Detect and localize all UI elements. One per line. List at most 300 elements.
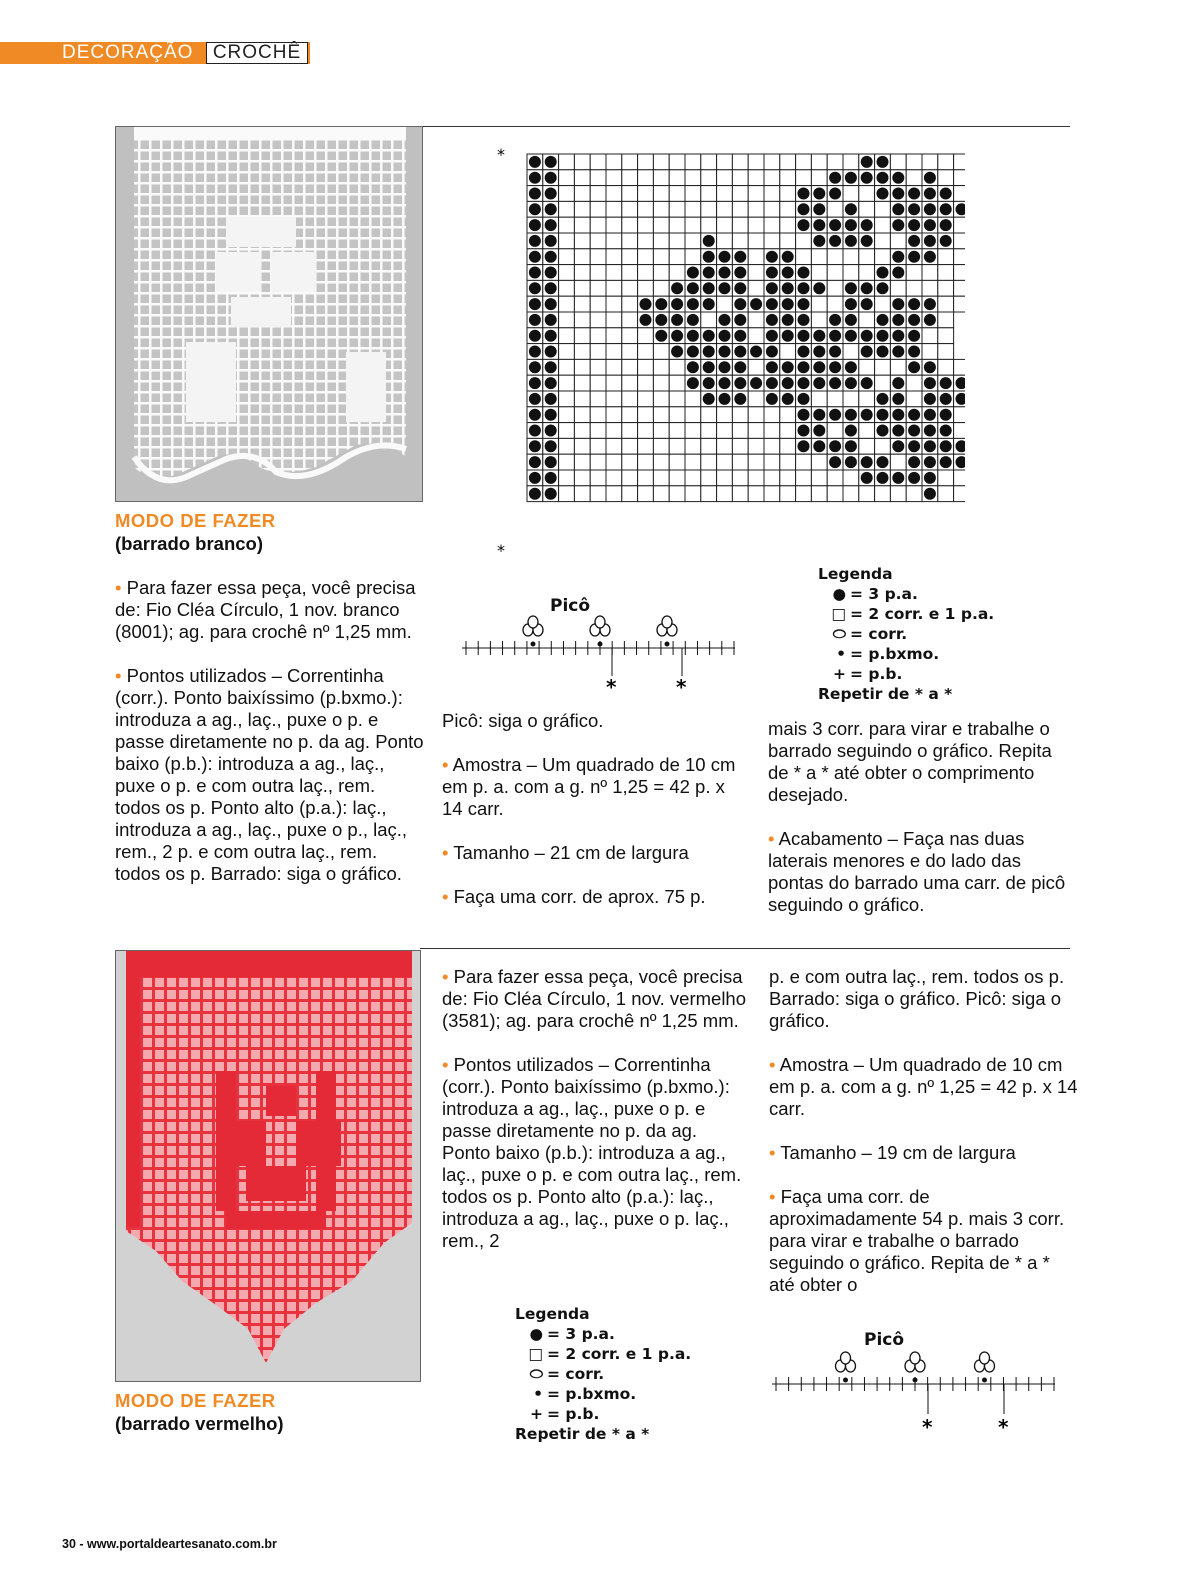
- chart-cell: [922, 154, 938, 170]
- chart-cell: [574, 280, 590, 296]
- chart-cell: [622, 280, 638, 296]
- chart-dot: [687, 377, 699, 389]
- chart-dot: [782, 282, 794, 294]
- chart-dot: [797, 424, 809, 436]
- chart-cell: [685, 217, 701, 233]
- chart-cell: [843, 249, 859, 265]
- chart-dot: [655, 330, 667, 342]
- chart-dot: [845, 361, 857, 373]
- chart-cell: [764, 454, 780, 470]
- picot-icon: [590, 616, 610, 647]
- chart-cell: [638, 154, 654, 170]
- chart-cell: [559, 186, 575, 202]
- chart-dot: [718, 251, 730, 263]
- chart-cell: [796, 249, 812, 265]
- chart-cell: [653, 486, 669, 502]
- chart-cell: [748, 391, 764, 407]
- pico-star-1: *: [922, 1415, 933, 1434]
- chart-dot: [813, 440, 825, 452]
- pico-star-2: *: [998, 1415, 1009, 1434]
- chart-dot: [829, 187, 841, 199]
- chart-dot: [908, 219, 920, 231]
- chart-cell: [922, 265, 938, 281]
- chart-dot: [545, 488, 557, 500]
- chart-cell: [764, 486, 780, 502]
- chart-dot: [924, 219, 936, 231]
- chart-dot: [734, 251, 746, 263]
- chart-cell: [732, 170, 748, 186]
- chart-dot: [782, 330, 794, 342]
- chart-dot: [940, 393, 952, 405]
- chart-dot: [908, 424, 920, 436]
- white-subheading: (barrado branco): [115, 533, 264, 554]
- chart-dot: [924, 424, 936, 436]
- chart-cell: [559, 359, 575, 375]
- chart-cell: [653, 186, 669, 202]
- top-rule: [420, 126, 1070, 127]
- chart-cell: [559, 233, 575, 249]
- chart-cell: [954, 470, 965, 486]
- chart-cell: [843, 154, 859, 170]
- chart-dot: [766, 251, 778, 263]
- chart-cell: [638, 328, 654, 344]
- chart-cell: [764, 438, 780, 454]
- chart-cell: [701, 186, 717, 202]
- chart-cell: [701, 154, 717, 170]
- chart-cell: [606, 375, 622, 391]
- chart-dot: [687, 298, 699, 310]
- chart-dot: [703, 298, 715, 310]
- chart-cell: [717, 233, 733, 249]
- chart-cell: [653, 249, 669, 265]
- chart-cell: [653, 170, 669, 186]
- chart-dot: [892, 172, 904, 184]
- chart-dot: [892, 440, 904, 452]
- chart-cell: [669, 249, 685, 265]
- chart-dot: [813, 235, 825, 247]
- chart-cell: [748, 280, 764, 296]
- chart-dot: [892, 345, 904, 357]
- chart-dot: [892, 298, 904, 310]
- chart-cell: [559, 265, 575, 281]
- chart-cell: [559, 486, 575, 502]
- chart-dot: [545, 172, 557, 184]
- white-stitches: • Pontos utilizados – Correntinha (corr.). Ponto baixíssimo (p.bxmo.): introduza a ag., laç., puxe o p. e passe diretamente no p. da ag. Ponto baixo (p.b.): introduza a ag., laç., puxe o p. e com outra laç., rem. todos os p. Ponto alto (p.a.): laç., introduza a ag., laç., puxe o p., laç., rem., 2 p. e com outra laç., rem. todos os p. Barrado: siga o gráfico.: [115, 665, 424, 884]
- chart-dot: [797, 282, 809, 294]
- chart-dot: [718, 393, 730, 405]
- chart-star-top: *: [497, 148, 505, 164]
- chart-cell: [685, 407, 701, 423]
- chart-cell: [590, 265, 606, 281]
- chart-cell: [717, 423, 733, 439]
- chart-cell: [780, 407, 796, 423]
- chart-dot: [545, 314, 557, 326]
- chart-cell: [638, 375, 654, 391]
- chart-dot: [797, 393, 809, 405]
- chart-dot: [813, 424, 825, 436]
- chart-cell: [764, 470, 780, 486]
- chart-cell: [701, 407, 717, 423]
- chart-dot: [797, 187, 809, 199]
- chart-dot: [545, 440, 557, 452]
- chart-cell: [590, 170, 606, 186]
- chart-cell: [954, 170, 965, 186]
- chart-dot: [766, 266, 778, 278]
- chart-cell: [590, 438, 606, 454]
- chart-cell: [638, 186, 654, 202]
- chart-dot: [845, 377, 857, 389]
- chart-cell: [764, 170, 780, 186]
- chart-cell: [748, 265, 764, 281]
- chart-cell: [796, 233, 812, 249]
- chart-cell: [622, 438, 638, 454]
- chart-cell: [590, 312, 606, 328]
- chart-cell: [559, 454, 575, 470]
- chart-cell: [574, 265, 590, 281]
- filled-dot-icon: ●: [832, 585, 846, 603]
- small-dot-icon: •: [533, 1385, 543, 1403]
- chart-cell: [669, 438, 685, 454]
- oval-icon: ⬭: [529, 1365, 543, 1383]
- chart-cell: [780, 486, 796, 502]
- chart-cell: [669, 423, 685, 439]
- chart-cell: [590, 328, 606, 344]
- chart-dot: [829, 409, 841, 421]
- chart-cell: [590, 359, 606, 375]
- chart-dot: [734, 282, 746, 294]
- chart-cell: [938, 344, 954, 360]
- chart-dot: [908, 472, 920, 484]
- chart-cell: [717, 407, 733, 423]
- chart-dot: [924, 251, 936, 263]
- red-sample: • Amostra – Um quadrado de 10 cm em p. a. com a g. nº 1,25 = 42 p. x 14 carr.: [769, 1054, 1078, 1119]
- chart-cell: [559, 249, 575, 265]
- chart-cell: [638, 470, 654, 486]
- chart-cell: [653, 375, 669, 391]
- chart-cell: [574, 407, 590, 423]
- chart-cell: [622, 312, 638, 328]
- section-tag: CROCHÊ: [206, 42, 308, 64]
- chart-dot: [671, 314, 683, 326]
- chart-cell: [590, 186, 606, 202]
- chart-dot: [940, 456, 952, 468]
- legend-title: Legenda: [515, 1305, 590, 1323]
- chart-cell: [922, 344, 938, 360]
- chart-cell: [606, 328, 622, 344]
- chart-dot: [797, 219, 809, 231]
- page-footer: 30 - www.portaldeartesanato.com.br: [62, 1537, 277, 1551]
- chart-dot: [861, 345, 873, 357]
- red-border-photo: [115, 950, 421, 1382]
- chart-cell: [827, 249, 843, 265]
- chart-cell: [685, 438, 701, 454]
- chart-cell: [574, 233, 590, 249]
- chart-cell: [811, 454, 827, 470]
- chart-dot: [782, 377, 794, 389]
- chart-dot: [797, 377, 809, 389]
- chart-dot: [908, 314, 920, 326]
- chart-cell: [732, 233, 748, 249]
- chart-dot: [924, 314, 936, 326]
- chart-dot: [845, 172, 857, 184]
- chart-cell: [622, 454, 638, 470]
- chart-cell: [638, 359, 654, 375]
- legend-item-3pa: ● = 3 p.a.: [818, 584, 994, 604]
- chart-cell: [859, 312, 875, 328]
- chart-cell: [954, 217, 965, 233]
- chart-cell: [843, 391, 859, 407]
- legend-repeat: Repetir de * a *: [515, 1425, 650, 1443]
- chart-cell: [606, 454, 622, 470]
- chart-cell: [732, 454, 748, 470]
- chart-dot: [861, 172, 873, 184]
- chart-cell: [685, 423, 701, 439]
- chart-cell: [780, 154, 796, 170]
- chart-dot: [892, 377, 904, 389]
- chart-cell: [717, 186, 733, 202]
- legend-item-pbxmo: • = p.bxmo.: [818, 644, 994, 664]
- chart-dot: [782, 251, 794, 263]
- chart-cell: [859, 201, 875, 217]
- chart-cell: [796, 454, 812, 470]
- chart-cell: [559, 312, 575, 328]
- chart-dot: [734, 361, 746, 373]
- chart-dot: [529, 266, 541, 278]
- chart-dot: [908, 456, 920, 468]
- chart-dot: [829, 345, 841, 357]
- chart-dot: [876, 314, 888, 326]
- chart-cell: [732, 407, 748, 423]
- chart-cell: [590, 344, 606, 360]
- chart-cell: [590, 217, 606, 233]
- chart-dot: [845, 219, 857, 231]
- filet-chart-white: [495, 148, 965, 556]
- chart-dot: [924, 472, 936, 484]
- red-size: • Tamanho – 19 cm de largura: [769, 1142, 1016, 1163]
- chart-cell: [938, 486, 954, 502]
- chart-cell: [574, 344, 590, 360]
- chart-cell: [622, 186, 638, 202]
- chart-dot: [529, 314, 541, 326]
- chart-cell: [574, 154, 590, 170]
- chart-dot: [671, 298, 683, 310]
- chart-cell: [653, 280, 669, 296]
- chart-dot: [734, 314, 746, 326]
- chart-cell: [638, 391, 654, 407]
- chart-cell: [669, 154, 685, 170]
- chart-dot: [924, 393, 936, 405]
- picot-icon: [975, 1352, 995, 1383]
- chart-dot: [924, 377, 936, 389]
- chart-cell: [764, 201, 780, 217]
- chart-dot: [703, 330, 715, 342]
- chart-cell: [732, 154, 748, 170]
- chart-cell: [638, 438, 654, 454]
- chart-cell: [748, 438, 764, 454]
- chart-dot: [861, 456, 873, 468]
- chart-cell: [685, 470, 701, 486]
- chart-cell: [938, 328, 954, 344]
- chart-dot: [750, 377, 762, 389]
- chart-dot: [892, 187, 904, 199]
- chart-cell: [938, 154, 954, 170]
- chart-cell: [717, 170, 733, 186]
- chart-cell: [875, 233, 891, 249]
- chart-cell: [669, 486, 685, 502]
- chart-cell: [685, 233, 701, 249]
- chart-cell: [622, 423, 638, 439]
- chart-cell: [669, 186, 685, 202]
- chart-cell: [685, 391, 701, 407]
- chart-cell: [574, 375, 590, 391]
- chart-cell: [859, 186, 875, 202]
- chart-cell: [653, 407, 669, 423]
- chart-cell: [606, 154, 622, 170]
- chart-dot: [718, 266, 730, 278]
- chart-cell: [717, 217, 733, 233]
- chart-dot: [861, 219, 873, 231]
- chart-dot: [782, 266, 794, 278]
- chart-cell: [859, 423, 875, 439]
- chart-dot: [545, 361, 557, 373]
- chart-cell: [906, 391, 922, 407]
- chart-cell: [669, 359, 685, 375]
- chart-dot: [545, 424, 557, 436]
- chart-cell: [954, 186, 965, 202]
- chart-dot: [797, 298, 809, 310]
- chart-cell: [574, 438, 590, 454]
- chart-dot: [529, 488, 541, 500]
- chart-dot: [797, 440, 809, 452]
- chart-cell: [559, 470, 575, 486]
- chart-cell: [685, 249, 701, 265]
- chart-cell: [890, 233, 906, 249]
- red-heading: MODO DE FAZER: [115, 1390, 276, 1411]
- chart-dot: [797, 345, 809, 357]
- chart-cell: [622, 233, 638, 249]
- chart-cell: [875, 201, 891, 217]
- chart-cell: [622, 328, 638, 344]
- red-instructions-col3: [769, 966, 1079, 1318]
- chart-cell: [748, 186, 764, 202]
- chart-cell: [859, 438, 875, 454]
- chart-cell: [938, 265, 954, 281]
- chart-dot: [529, 187, 541, 199]
- chart-cell: [811, 470, 827, 486]
- chart-cell: [811, 249, 827, 265]
- chart-dot: [908, 235, 920, 247]
- chart-cell: [748, 486, 764, 502]
- chart-cell: [811, 154, 827, 170]
- chart-dot: [529, 298, 541, 310]
- chart-dot: [908, 187, 920, 199]
- chart-cell: [574, 249, 590, 265]
- chart-cell: [890, 486, 906, 502]
- chart-cell: [843, 486, 859, 502]
- chart-cell: [875, 438, 891, 454]
- chart-cell: [685, 170, 701, 186]
- chart-cell: [811, 265, 827, 281]
- chart-dot: [545, 282, 557, 294]
- chart-cell: [701, 217, 717, 233]
- chart-dot: [845, 456, 857, 468]
- white-border-photo: [115, 126, 423, 502]
- red-instructions-heading: [115, 1389, 425, 1435]
- chart-cell: [954, 423, 965, 439]
- chart-cell: [732, 201, 748, 217]
- chart-dot: [545, 235, 557, 247]
- chart-dot: [671, 330, 683, 342]
- picot-icon: [905, 1352, 925, 1383]
- chart-cell: [732, 438, 748, 454]
- chart-cell: [559, 438, 575, 454]
- chart-cell: [827, 265, 843, 281]
- chart-cell: [748, 154, 764, 170]
- chart-cell: [954, 154, 965, 170]
- chart-dot: [703, 345, 715, 357]
- chart-cell: [954, 486, 965, 502]
- chart-dot: [940, 235, 952, 247]
- chart-cell: [811, 486, 827, 502]
- chart-cell: [685, 454, 701, 470]
- chart-cell: [653, 438, 669, 454]
- chart-cell: [732, 186, 748, 202]
- chart-dot: [655, 298, 667, 310]
- chart-dot: [829, 456, 841, 468]
- chart-dot: [734, 298, 746, 310]
- chart-cell: [606, 233, 622, 249]
- chart-cell: [748, 201, 764, 217]
- chart-dot: [545, 203, 557, 215]
- chart-cell: [606, 312, 622, 328]
- chart-cell: [638, 201, 654, 217]
- chart-cell: [559, 375, 575, 391]
- chart-cell: [938, 312, 954, 328]
- white-finishing: • Acabamento – Faça nas duas laterais menores e do lado das pontas do barrado uma carr. de picô seguindo o gráfico.: [768, 828, 1066, 915]
- chart-dot: [924, 298, 936, 310]
- white-sample: • Amostra – Um quadrado de 10 cm em p. a. com a g. nº 1,25 = 42 p. x 14 carr.: [442, 754, 736, 819]
- chart-cell: [653, 265, 669, 281]
- chart-cell: [875, 359, 891, 375]
- chart-dot: [876, 172, 888, 184]
- chart-cell: [638, 454, 654, 470]
- chart-cell: [606, 265, 622, 281]
- chart-cell: [748, 217, 764, 233]
- chart-dot: [545, 156, 557, 168]
- chart-dot: [639, 314, 651, 326]
- chart-cell: [590, 233, 606, 249]
- chart-cell: [685, 486, 701, 502]
- red-materials: • Para fazer essa peça, você precisa de: Fio Cléa Círculo, 1 nov. vermelho (3581); ag. para crochê nº 1,25 mm.: [442, 966, 747, 1031]
- chart-dot: [813, 219, 825, 231]
- chart-cell: [796, 470, 812, 486]
- chart-cell: [875, 217, 891, 233]
- chart-cell: [669, 265, 685, 281]
- chart-dot: [703, 393, 715, 405]
- chart-dot: [639, 298, 651, 310]
- chart-cell: [574, 423, 590, 439]
- chart-star-bottom: *: [497, 541, 505, 556]
- red-continue: p. e com outra laç., rem. todos os p. Barrado: siga o gráfico. Picô: siga o gráfico.: [769, 966, 1065, 1031]
- small-dot-icon: •: [836, 645, 846, 663]
- chart-cell: [938, 296, 954, 312]
- chart-cell: [669, 454, 685, 470]
- chart-cell: [590, 470, 606, 486]
- chart-cell: [906, 486, 922, 502]
- chart-cell: [827, 201, 843, 217]
- chart-dot: [876, 156, 888, 168]
- chart-cell: [574, 186, 590, 202]
